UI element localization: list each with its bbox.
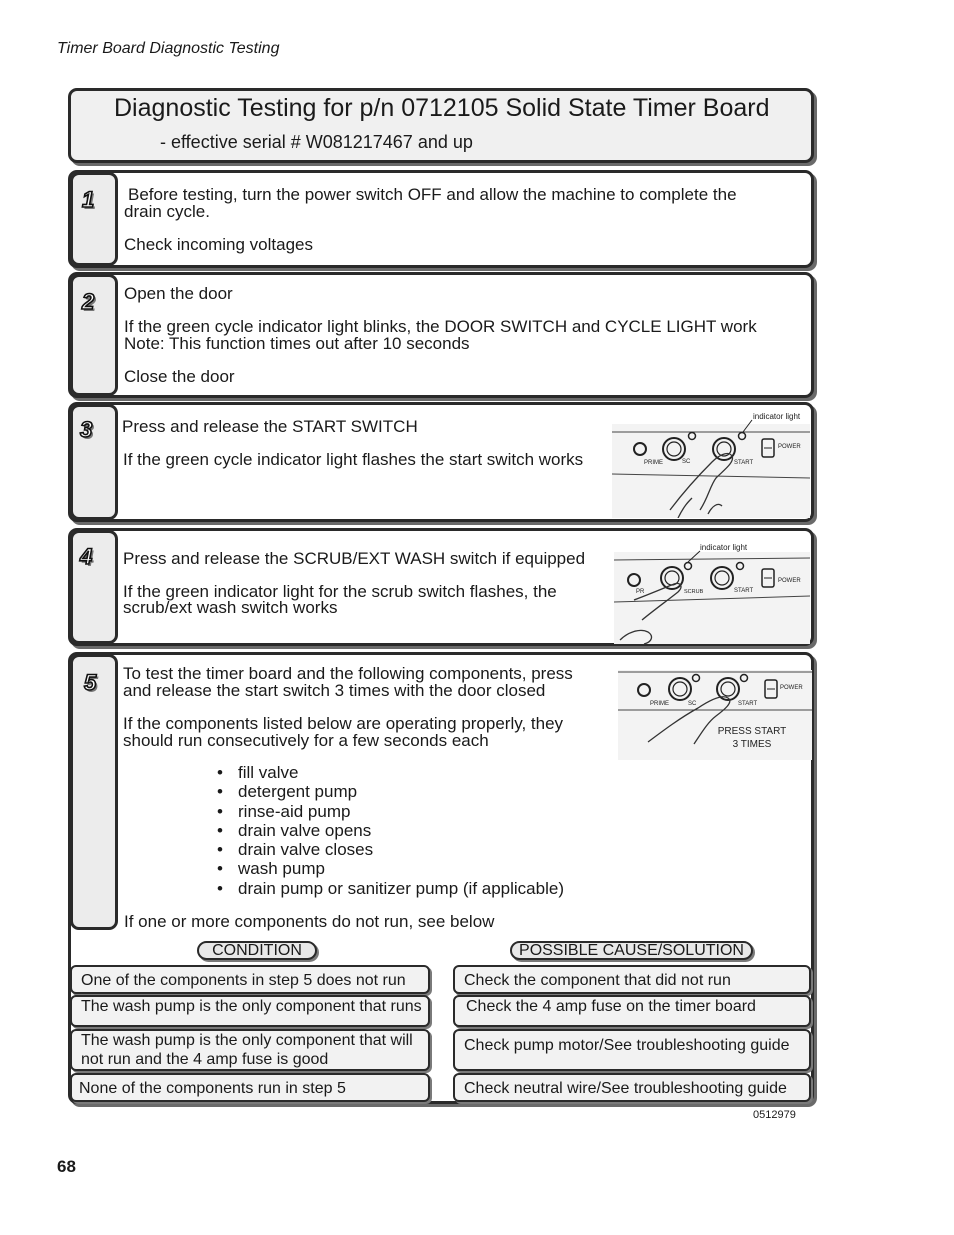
section-header: Timer Board Diagnostic Testing xyxy=(57,40,280,57)
step-5-number: 5 xyxy=(84,670,97,695)
list-item: • fill valve xyxy=(217,763,564,782)
step-3-panel-figure xyxy=(612,406,810,518)
step-4-panel-figure xyxy=(614,536,810,644)
list-item: • detergent pump xyxy=(217,782,564,801)
figure-label: START xyxy=(734,460,754,466)
indicator-light-label: indicator light xyxy=(753,412,801,421)
step-1-line: drain cycle. xyxy=(124,202,210,221)
step-1-number: 1 xyxy=(82,187,95,212)
step-3-number: 3 xyxy=(80,417,93,442)
press-start-caption: PRESS START xyxy=(717,726,787,737)
solution-header: POSSIBLE CAUSE/SOLUTION xyxy=(510,941,753,960)
page-title: Diagnostic Testing for p/n 0712105 Solid State Timer Board xyxy=(114,94,770,122)
step-2-line: Open the door xyxy=(124,284,233,303)
step-4-line: Press and release the SCRUB/EXT WASH switch if equipped xyxy=(123,549,586,568)
step-2-line: Close the door xyxy=(124,367,235,386)
figure-label: SC xyxy=(688,701,697,707)
figure-label: PRIME xyxy=(650,701,670,707)
figure-label: START xyxy=(738,701,758,707)
page-subtitle: - effective serial # W081217467 and up xyxy=(160,132,473,152)
step-5-line: should run consecutively for a few seconds each xyxy=(123,731,489,750)
step-5-line: and release the start switch 3 times with the door closed xyxy=(123,681,546,700)
table-row-condition xyxy=(70,1029,430,1071)
figure-label: PRIME xyxy=(644,460,664,466)
table-row-solution: Check the 4 amp fuse on the timer board xyxy=(453,995,811,1027)
step-1-line: Check incoming voltages xyxy=(124,235,313,254)
step-4-line: If the green indicator light for the scrub switch flashes, the xyxy=(123,582,557,601)
figure-label: SC xyxy=(682,459,691,465)
step-2-line: Note: This function times out after 10 seconds xyxy=(124,334,470,353)
step-3-line: Press and release the START SWITCH xyxy=(122,417,418,436)
step-5-after: If one or more components do not run, see below xyxy=(124,912,495,931)
step-2-number: 2 xyxy=(82,289,95,314)
step-4-tab xyxy=(70,530,118,644)
list-item: • drain valve closes xyxy=(217,840,564,859)
table-row-solution: Check pump motor/See troubleshooting guide xyxy=(453,1029,811,1071)
list-item: • wash pump xyxy=(217,859,564,878)
condition-line: not run and the 4 amp fuse is good xyxy=(81,1051,329,1068)
step-5-line: If the components listed below are operating properly, they xyxy=(123,714,564,733)
list-item: • drain pump or sanitizer pump (if applicable) xyxy=(217,879,564,898)
step-5-line: To test the timer board and the following components, press xyxy=(123,664,573,683)
figure-label: SCRUB xyxy=(684,589,704,595)
table-row-condition: One of the components in step 5 does not run xyxy=(70,965,430,994)
step-4-number: 4 xyxy=(80,544,93,569)
step-5-panel-figure xyxy=(618,664,812,760)
table-row-solution: Check neutral wire/See troubleshooting guide xyxy=(453,1073,811,1102)
list-item: • drain valve opens xyxy=(217,821,564,840)
step-1-line: Before testing, turn the power switch OFF and allow the machine to complete the xyxy=(128,185,737,204)
table-row-condition: None of the components run in step 5 xyxy=(70,1073,430,1102)
table-row-solution: Check the component that did not run xyxy=(453,965,811,994)
component-list xyxy=(217,763,564,898)
figure-label: POWER xyxy=(778,444,801,450)
press-start-caption: 3 TIMES xyxy=(732,739,772,750)
document-code: 0512979 xyxy=(753,1109,796,1121)
list-item: • rinse-aid pump xyxy=(217,802,564,821)
figure-label: POWER xyxy=(780,685,803,691)
step-3-tab xyxy=(70,404,118,520)
table-row-condition: The wash pump is the only component that runs xyxy=(70,995,430,1027)
figure-background xyxy=(618,670,812,760)
page-number: 68 xyxy=(57,1157,76,1176)
figure-label: PR xyxy=(636,589,645,595)
figure-label: START xyxy=(734,588,754,594)
condition-header: CONDITION xyxy=(197,941,317,960)
step-3-line: If the green cycle indicator light flashes the start switch works xyxy=(123,450,584,469)
figure-label: POWER xyxy=(778,578,801,584)
indicator-light-label: indicator light xyxy=(700,543,748,552)
step-4-line: scrub/ext wash switch works xyxy=(123,598,338,617)
condition-line: The wash pump is the only component that will xyxy=(81,1032,413,1049)
step-2-line: If the green cycle indicator light blinks, the DOOR SWITCH and CYCLE LIGHT work xyxy=(124,317,757,336)
figure-background xyxy=(612,424,810,518)
